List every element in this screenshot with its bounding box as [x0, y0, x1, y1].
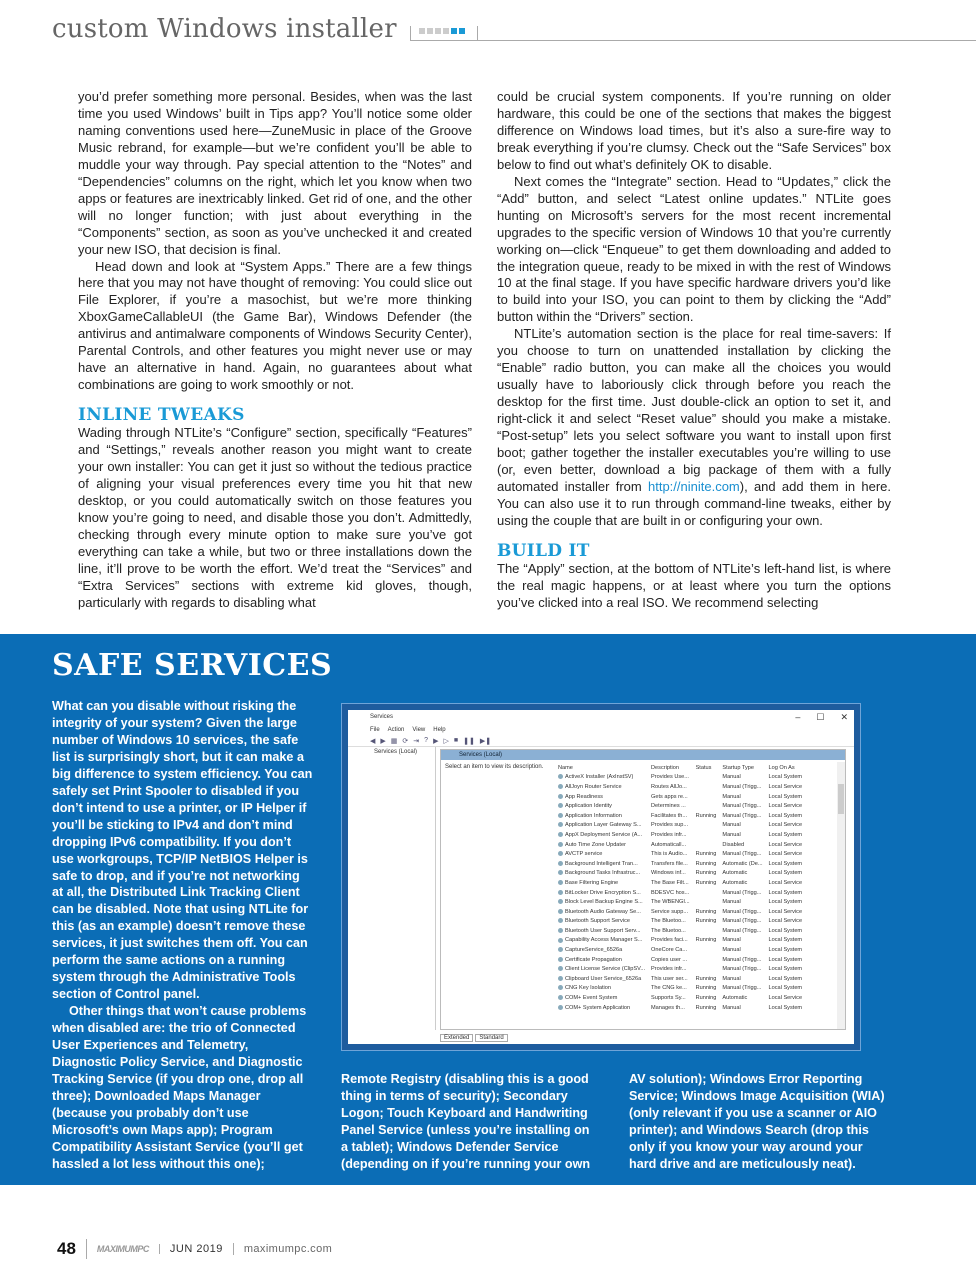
services-table — [555, 763, 805, 1012]
table-cell: Provides sup... — [651, 822, 689, 829]
column-header: Description — [651, 764, 679, 771]
table-cell — [693, 955, 720, 965]
table-cell: Running — [695, 995, 717, 1002]
table-row — [555, 801, 805, 811]
paragraph — [497, 326, 891, 529]
pause-icon: ❚❚ — [463, 737, 475, 745]
table-cell: Manual (Trigg... — [722, 812, 762, 819]
table-cell: Manual — [722, 793, 741, 800]
table-cell — [693, 801, 720, 811]
progress-square — [427, 28, 433, 34]
menu-action: Action — [387, 726, 405, 733]
table-cell: Provides faci... — [651, 937, 688, 944]
table-row — [555, 859, 805, 869]
table-cell: The Base Filt... — [651, 879, 689, 886]
table-cell: Local System — [768, 860, 803, 867]
table-cell: Manual (Trigg... — [722, 889, 762, 896]
table-row — [555, 869, 805, 879]
table-row — [555, 984, 805, 994]
table-cell: Local System — [768, 774, 803, 781]
table-row — [555, 782, 805, 792]
table-cell: Local System — [768, 831, 803, 838]
table-cell: App Readiness — [555, 792, 648, 802]
table-cell: Manual (Trigg... — [722, 956, 762, 963]
table-cell: Capability Access Manager S... — [555, 936, 648, 946]
table-cell: Automaticall... — [651, 841, 687, 848]
table-cell: Provides infr... — [651, 966, 687, 973]
table-cell: Local System — [768, 899, 803, 906]
table-cell — [693, 830, 720, 840]
console-icon: ▦ — [390, 737, 398, 745]
table-row — [555, 1003, 805, 1013]
maximize-icon: ☐ — [816, 712, 825, 722]
help-icon: ? — [424, 737, 429, 744]
table-row — [555, 878, 805, 888]
table-row — [555, 811, 805, 821]
table-cell — [693, 888, 720, 898]
box-column-2: Remote Registry (disabling this is a good thing in terms of security); Secondary Logon; Touch Keyboard and Handwriting Panel Service (unless you’re installing on a tablet); Windows Defender Service (depending on if you’re running your own — [341, 1072, 591, 1171]
column-header: Name — [558, 764, 573, 771]
table-row — [555, 897, 805, 907]
restart-icon: ▶❚ — [479, 737, 492, 745]
services-pane — [440, 749, 846, 1030]
table-cell: Running — [695, 851, 717, 858]
paragraph: The “Apply” section, at the bottom of NTLite’s left-hand list, is where the real magic happens, or at least where you turn the options you’ve clicked into a real ISO. We recommend selecting — [497, 560, 891, 610]
table-cell: Running — [695, 870, 717, 877]
table-cell: Running — [695, 860, 717, 867]
table-cell: Auto Time Zone Updater — [555, 840, 648, 850]
table-cell: Application Identity — [555, 801, 648, 811]
table-row — [555, 974, 805, 984]
table-cell: Automatic — [722, 879, 748, 886]
box-column-1 — [52, 698, 314, 1173]
table-cell: Local System — [768, 985, 803, 992]
column-header: Status — [695, 764, 712, 771]
export-icon: ⇥ — [413, 737, 420, 745]
paragraph: you’d prefer something more personal. Besides, when was the last time you used Windows’ built in Tips app? You’ll notice some older naming conventions used here—ZuneMusic in place of the Groove Music rebrand, for example—but we’re confident you’ll be able to muddle your way through. Pay special attention to the “Notes” and “Dependencies” columns on the right, which let you know when two apps or features are inextricably linked. Get rid of one, and the other will no longer function; with just about everything in the “Components” section, as soon as you’ve unchecked it and created your new ISO, that decision is final. — [78, 89, 472, 257]
table-cell: Running — [695, 975, 717, 982]
table-cell: AppX Deployment Service (A... — [555, 830, 648, 840]
tab-standard: Standard — [475, 1034, 507, 1042]
table-cell: Manual (Trigg... — [722, 927, 762, 934]
table-cell: Automatic (De... — [722, 860, 763, 867]
table-cell: AVCTP service — [555, 849, 648, 859]
table-cell: Bluetooth User Support Serv... — [555, 926, 648, 936]
table-cell: Background Tasks Infrastruc... — [555, 869, 648, 879]
table-cell — [693, 840, 720, 850]
table-cell: Running — [695, 985, 717, 992]
table-cell: COM+ Event System — [555, 993, 648, 1003]
section-title: custom Windows installer — [52, 14, 397, 44]
menu-view: View — [412, 726, 426, 733]
table-cell: Manual (Trigg... — [722, 908, 762, 915]
table-cell: Facilitates th... — [651, 812, 688, 819]
table-cell: Manual (Trigg... — [722, 851, 762, 858]
table-row — [555, 955, 805, 965]
table-cell: Local System — [768, 1004, 803, 1011]
table-row — [555, 792, 805, 802]
table-cell: Local System — [768, 927, 803, 934]
window-titlebar — [348, 710, 854, 724]
table-cell: Manual — [722, 774, 741, 781]
play-icon: ▶ — [433, 737, 439, 745]
table-cell: This user ser... — [651, 975, 688, 982]
table-cell: Manual — [722, 822, 741, 829]
issue-date: JUN 2019 — [160, 1243, 234, 1255]
table-cell: Local Service — [768, 879, 803, 886]
table-cell: Running — [695, 812, 717, 819]
progress-square — [435, 28, 441, 34]
table-cell: Running — [695, 937, 717, 944]
paragraph: could be crucial system components. If you’re running on older hardware, this could be one of the sections that makes the biggest difference on Windows load times, but it’s also a sure-fire way to break everything if you’re clumsy. Check out the “Safe Services” box below to find out what’s definitely OK to disable. — [497, 89, 891, 172]
table-cell: Automatic — [722, 870, 748, 877]
forward-icon: ▶ — [380, 737, 386, 745]
menu-help: Help — [433, 726, 446, 733]
services-screenshot — [341, 703, 861, 1051]
table-cell: OneCore Ca... — [651, 947, 688, 954]
header-rule — [410, 40, 976, 41]
table-cell: This is Audio... — [651, 851, 688, 858]
table-cell: Local System — [768, 889, 803, 896]
table-cell: Manual (Trigg... — [722, 966, 762, 973]
table-cell: Determines ... — [651, 803, 686, 810]
table-cell: Manual — [722, 899, 741, 906]
table-row — [555, 945, 805, 955]
table-cell: Copies user ... — [651, 956, 688, 963]
tree-pane: Services (Local) — [370, 747, 436, 1030]
text: NTLite’s automation section is the place for real time-savers: If you choose to turn on unattended installation by clicking the “Enable” radio button, you can make all the choices you would usually have to laboriously click through before you reach the desktop for the first time. Just double-click an option to set it, and right-click it and select “Reset value” should you make a mistake. “Post-setup” lets you select software you want to install upon first boot; gather together the installer executables you’re willing to use (or, even better, download a big package of them with a fully automated installer from — [497, 326, 891, 494]
back-icon: ◀ — [370, 737, 376, 745]
table-row — [555, 888, 805, 898]
table-cell: CNG Key Isolation — [555, 984, 648, 994]
pane-title: Services (Local) — [441, 750, 845, 760]
paragraph: Other things that won’t cause problems when disabled are: the trio of Connected User Experiences and Telemetry, Diagnostic Policy Service, and Diagnostic Tracking Service (if you drop one, drop all three); Downloaded Maps Manager (because you probably don’t use Microsoft’s own Maps app); Program Compatibility Assistant Service (you’ll get hassled a lot less without this one); — [52, 1004, 307, 1171]
table-cell: Local System — [768, 975, 803, 982]
table-row — [555, 936, 805, 946]
subheading-inline-tweaks: INLINE TWEAKS — [78, 405, 245, 426]
tab-extended: Extended — [440, 1034, 473, 1042]
table-row — [555, 849, 805, 859]
progress-square — [419, 28, 425, 34]
table-cell: COM+ System Application — [555, 1003, 648, 1013]
table-cell — [693, 792, 720, 802]
table-cell: Manual (Trigg... — [722, 803, 762, 810]
table-cell — [693, 782, 720, 792]
table-cell: Running — [695, 1004, 717, 1011]
table-cell — [693, 773, 720, 783]
table-cell: Local System — [768, 947, 803, 954]
table-cell: Local System — [768, 793, 803, 800]
table-cell: Bluetooth Support Service — [555, 917, 648, 927]
progress-square-active — [459, 28, 465, 34]
table-cell: Local Service — [768, 908, 803, 915]
table-cell: The Bluetoo... — [651, 918, 686, 925]
table-cell: Base Filtering Engine — [555, 878, 648, 888]
table-cell: The CNG ke... — [651, 985, 687, 992]
table-cell: Local Service — [768, 995, 803, 1002]
table-cell: Manual (Trigg... — [722, 918, 762, 925]
table-cell: Certificate Propagation — [555, 955, 648, 965]
table-cell: Manual — [722, 937, 741, 944]
page-number: 48 — [57, 1239, 87, 1259]
table-cell: Background Intelligent Tran... — [555, 859, 648, 869]
table-cell: Local System — [768, 966, 803, 973]
table-cell: Local Service — [768, 841, 803, 848]
table-cell: Disabled — [722, 841, 745, 848]
table-cell — [693, 926, 720, 936]
refresh-icon: ⟳ — [402, 737, 409, 745]
table-cell: The WBENGI... — [651, 899, 690, 906]
table-cell: Provides Use... — [651, 774, 689, 781]
table-cell: BDESVC hos... — [651, 889, 690, 896]
progress-square-active — [451, 28, 457, 34]
window-toolbar — [348, 735, 854, 747]
minimize-icon: – — [795, 712, 801, 722]
magazine-logo: MAXIMUMPC — [87, 1244, 160, 1254]
table-row — [555, 993, 805, 1003]
paragraph: What can you disable without risking the integrity of your system? Given the large number of Windows 10 services, the safe list is surprisingly short, but it can make a big difference to system efficiency. You can safely set Print Spooler to disabled if you don’t intend to use a printer, or IP Helper if you’ll be sticking to IPv4 and don’t mind dropping IPv6 compatibility. If you don’t use workgroups, TCP/IP NetBIOS Helper is safe to drop, and if you’re not networking at all, the Distributed Link Tracking Client can be disabled. Note that using NTLite for this (as an example) doesn’t remove these services, it just switches them off. You can perform the same actions on a running system through the Administrative Tools section of Control panel. — [52, 699, 313, 1002]
table-cell: Manual — [722, 831, 741, 838]
website-url: maximumpc.com — [243, 1243, 333, 1255]
table-cell: Manual (Trigg... — [722, 985, 762, 992]
table-cell: Client License Service (ClipSV... — [555, 964, 648, 974]
table-cell: Manual — [722, 1004, 741, 1011]
table-cell: CaptureService_6526a — [555, 945, 648, 955]
table-cell: Local Service — [768, 803, 803, 810]
table-cell: Block Level Backup Engine S... — [555, 897, 648, 907]
scrollbar — [837, 762, 845, 1029]
table-cell: Transfers file... — [651, 860, 688, 867]
table-row — [555, 830, 805, 840]
table-cell: Clipboard User Service_6526a — [555, 974, 648, 984]
window-menubar — [348, 724, 854, 735]
table-cell: Routes AllJo... — [651, 783, 687, 790]
text: ), and add them in here. You can also use it to run through command-line tweaks, either by using the couple that are built in or configuring your own. — [497, 478, 891, 528]
table-cell: Windows inf... — [651, 870, 686, 877]
table-cell: BitLocker Drive Encryption S... — [555, 888, 648, 898]
table-cell: Bluetooth Audio Gateway Se... — [555, 907, 648, 917]
table-cell — [693, 897, 720, 907]
table-cell: Local Service — [768, 783, 803, 790]
paragraph: Next comes the “Integrate” section. Head to “Updates,” click the “Add” button, and select “Latest online updates.” NTLite goes hunting on Microsoft’s servers for the most recent incremental upgrades to the specific version of Windows 10 that you’re currently working on—click “Enqueue” to get them downloading and added to the integration queue, ready to be mixed in with the rest of Windows 10 at the final stage. If you have specific hardware drivers you’d like to build into your ISO, you can point to them by clicking the “Add” button within the “Drivers” section. — [497, 173, 891, 325]
table-row — [555, 907, 805, 917]
table-cell: Application Layer Gateway S... — [555, 821, 648, 831]
window-title: Services — [370, 714, 394, 720]
table-cell: Local Service — [768, 918, 803, 925]
paragraph: Wading through NTLite’s “Configure” section, specifically “Features” and “Settings,” reveals another reason you might want to create your own installer: You can get it just so without the tedious practice of aligning your visual preferences every time you hit that new desktop, or you could automatically switch on those features you know you’re going to need, and disable those you don’t. Admittedly, checking through every minute option to make sure you’ve got everything can take a while, but two or three installations down the line, it’ll prove to be worth the effort. We’d treat the “Services” and “Extra Services” sections with extreme kid gloves, though, particularly with regards to disabling what — [78, 425, 472, 610]
close-icon: ✕ — [840, 712, 848, 722]
table-cell: Local Service — [768, 851, 803, 858]
paragraph: Head down and look at “System Apps.” There are a few things here that you may not have thought of removing: You could slice out File Explorer, if you’re a masochist, but we’re more thinking XboxGameCallableUI (the Game Bar), Windows Defender (the antivirus and antimalware components of Windows Security Center), Parental Controls, and other features you might never use or may have an alternative in hand. Again, no guarantees about what combinations are going to work smoothly or not. — [78, 258, 472, 393]
table-cell: Provides infr... — [651, 831, 687, 838]
view-tabs — [440, 1034, 508, 1042]
table-cell: Manual (Trigg... — [722, 783, 762, 790]
table-cell: ActiveX Installer (AxInstSV) — [555, 773, 648, 783]
table-cell: Running — [695, 918, 717, 925]
pane-description: Select an item to view its description. — [445, 764, 544, 770]
table-row — [555, 773, 805, 783]
table-row — [555, 821, 805, 831]
table-cell: Local System — [768, 937, 803, 944]
table-cell: Manual — [722, 947, 741, 954]
table-row — [555, 917, 805, 927]
column-header: Startup Type — [722, 764, 755, 771]
right-column — [497, 89, 891, 612]
play-icon: ▷ — [443, 737, 449, 745]
scrollbar-thumb — [838, 784, 844, 814]
table-cell — [693, 964, 720, 974]
table-row — [555, 926, 805, 936]
left-column — [78, 89, 472, 612]
subheading-build-it: BUILD IT — [497, 540, 590, 561]
table-cell: Manages th... — [651, 1004, 685, 1011]
table-cell: Local System — [768, 812, 803, 819]
table-cell: Local System — [768, 870, 803, 877]
table-cell: Automatic — [722, 995, 748, 1002]
table-cell — [693, 945, 720, 955]
progress-square — [443, 28, 449, 34]
table-cell: Service supp... — [651, 908, 689, 915]
table-row — [555, 964, 805, 974]
column-header: Log On As — [768, 764, 795, 771]
box-title: SAFE SERVICES — [52, 648, 333, 683]
table-cell: AllJoyn Router Service — [555, 782, 648, 792]
table-cell: The Bluetoo... — [651, 927, 686, 934]
table-cell: Application Information — [555, 811, 648, 821]
menu-file: File — [370, 726, 380, 733]
table-cell: Running — [695, 908, 717, 915]
table-cell: Gets apps re... — [651, 793, 688, 800]
ninite-link[interactable]: http://ninite.com — [647, 478, 740, 494]
table-row — [555, 840, 805, 850]
box-column-3: AV solution); Windows Error Reporting Service; Windows Image Acquisition (WIA) (only relevant if you use a scanner or AIO printer); and Windows Search (drop this only if you know your way around your hard drive and are meticulously neat). — [629, 1072, 885, 1171]
table-cell: Supports Sy... — [651, 995, 686, 1002]
table-cell: Running — [695, 879, 717, 886]
stop-icon: ■ — [453, 737, 459, 744]
table-cell: Local System — [768, 956, 803, 963]
table-cell — [693, 821, 720, 831]
page-footer — [57, 1239, 342, 1259]
table-cell: Manual — [722, 975, 741, 982]
table-cell: Local Service — [768, 822, 803, 829]
